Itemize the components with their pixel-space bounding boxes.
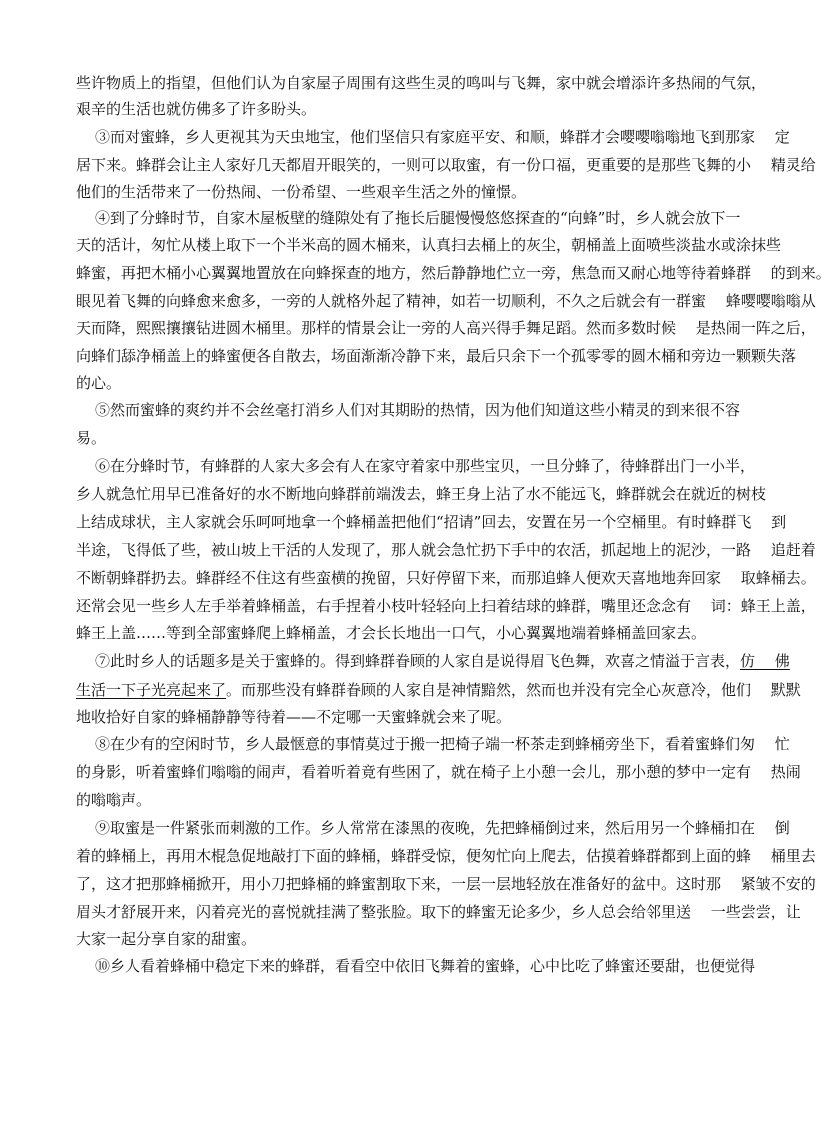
text-line: 乡人就急忙用早已准备好的水不断地向蜂群前端泼去，蜂王身上沾了水不能远飞，蜂群就会在就近的树枝 bbox=[76, 485, 767, 503]
underlined-phrase: 仿 佛 bbox=[740, 652, 790, 670]
paragraph-7-line bbox=[95, 648, 790, 674]
text-line bbox=[76, 677, 801, 703]
text-line: 艰辛的生活也就仿佛多了许多盼头。 bbox=[76, 100, 317, 118]
paragraph-6-line: ⑥在分蜂时节，有蜂群的人家大多会有人在家守着家中那些宝贝，一旦分蜂了，待蜂群出门一小半， bbox=[95, 457, 756, 475]
text-line: 还常会见一些乡人左手举着蜂桶盖，右手捏着小枝叶轻轻向上扫着结球的蜂群，嘴里还念念有 词：蜂王上盖， bbox=[76, 597, 816, 615]
text-line: 居下来。蜂群会让主人家好几天都眉开眼笑的，一则可以取蜜，有一份口福，更重要的是那些飞舞的小 精灵给 bbox=[76, 156, 816, 174]
text-line: 地收拾好自家的蜂桶静静等待着——不定哪一天蜜蜂就会来了呢。 bbox=[76, 708, 512, 726]
text-line: 大家一起分享自家的甜蜜。 bbox=[76, 930, 257, 948]
paragraph-9-line: ⑨取蜜是一件紧张而刺激的工作。乡人常常在漆黑的夜晚，先把蜂桶倒过来，然后用另一个蜂桶扣在 倒 bbox=[95, 819, 790, 837]
text-line: 向蜂们舔净桶盖上的蜂蜜便各自散去，场面渐渐冷静下来，最后只余下一个孤零零的圆木桶和旁边一颗颗失落 bbox=[76, 347, 797, 365]
paragraph-8-line: ⑧在少有的空闲时节，乡人最惬意的事情莫过于搬一把椅子端一杯茶走到蜂桶旁坐下，看着蜜蜂们匆 忙 bbox=[95, 735, 790, 753]
text-line: 他们的生活带来了一份热闹、一份希望、一些艰辛生活之外的憧憬。 bbox=[76, 183, 527, 201]
text-line: 了，这才把那蜂桶掀开，用小刀把蜂桶的蜂蜜割取下来，一层一层地轻放在准备好的盆中。这时那 紧皱不安的 bbox=[76, 875, 816, 893]
text-line: 的身影，听着蜜蜂们嗡嗡的闹声，看着听着竟有些困了，就在椅子上小憩一会儿，那小憩的梦中一定有 热闹 bbox=[76, 763, 801, 781]
text-run: 。而那些没有蜂群眷顾的人家自是神情黯然，然而也并没有完全心灰意冷，他们 默默 bbox=[226, 681, 801, 699]
text-line: 些许物质上的指望，但他们认为自家屋子周围有这些生灵的鸣叫与飞舞，家中就会增添许多热闹的气氛， bbox=[76, 74, 767, 92]
text-line: 天而降，熙熙攘攘钻进圆木桶里。那样的情景会让一旁的人高兴得手舞足蹈。然而多数时候 是热闹一阵之后， bbox=[76, 319, 816, 337]
paragraph-10-line: ⑩乡人看着蜂桶中稳定下来的蜂群，看看空中依旧飞舞着的蜜蜂，心中比吃了蜂蜜还要甜，也便觉得 bbox=[95, 957, 756, 975]
text-line: 不断朝蜂群扔去。蜂群经不住这有些蛮横的挽留，只好停留下来，而那追蜂人便欢天喜地地奔回家 取蜂桶去。 bbox=[76, 569, 816, 587]
text-line: 上结成球状，主人家就会乐呵呵地拿一个蜂桶盖把他们“招请”回去，安置在另一个空桶里。有时蜂群飞 到 bbox=[76, 513, 787, 531]
paragraph-4-line: ④到了分蜂时节，自家木屋板壁的缝隙处有了拖长后腿慢慢悠悠探查的“向蜂”时，乡人就会放下一 bbox=[95, 209, 741, 227]
text-line: 眼见着飞舞的向蜂愈来愈多，一旁的人就格外起了精神，如若一切顺利，不久之后就会有一群蜜 蜂嘤嘤嗡嗡从 bbox=[76, 292, 816, 310]
text-line: 蜂蜜，再把木桶小心翼翼地置放在向蜂探查的地方，然后静静地伫立一旁，焦急而又耐心地等待着蜂群 的到来。 bbox=[76, 264, 831, 282]
text-line: 蜂王上盖……等到全部蜜蜂爬上蜂桶盖，才会长长地出一口气，小心翼翼地端着蜂桶盖回家去。 bbox=[76, 624, 707, 642]
text-line: 眉头才舒展开来，闪着亮光的喜悦就挂满了整张脸。取下的蜂蜜无论多少，乡人总会给邻里送 一些尝尝，让 bbox=[76, 903, 801, 921]
text-line: 着的蜂桶上，再用木棍急促地敲打下面的蜂桶，蜂群受惊，便匆忙向上爬去，估摸着蜂群都到上面的蜂 桶里去 bbox=[76, 847, 816, 865]
text-line: 天的活计，匆忙从楼上取下一个半米高的圆木桶来，认真扫去桶上的灰尘，朝桶盖上面喷些淡盐水或涂抹些 bbox=[76, 236, 782, 254]
text-line: 易。 bbox=[76, 429, 107, 447]
paragraph-3-line: ③而对蜜蜂，乡人更视其为天虫地宝，他们坚信只有家庭平安、和顺，蜂群才会嘤嘤嗡嗡地飞到那家 定 bbox=[95, 128, 790, 146]
text-line: 的心。 bbox=[76, 374, 122, 392]
underlined-phrase: 生活一下子光亮起来了 bbox=[76, 681, 227, 699]
text-line: 半途，飞得低了些，被山坡上干活的人发现了，那人就会急忙扔下手中的农活，抓起地上的泥沙，一路 追赶着 bbox=[76, 541, 816, 559]
text-line: 的嗡嗡声。 bbox=[76, 791, 152, 809]
text-run: ⑦此时乡人的话题多是关于蜜蜂的。得到蜂群眷顾的人家自是说得眉飞色舞，欢喜之情溢于言表， bbox=[95, 652, 741, 670]
paragraph-5-line: ⑤然而蜜蜂的爽约并不会丝毫打消乡人们对其期盼的热情，因为他们知道这些小精灵的到来很不容 bbox=[95, 401, 741, 419]
